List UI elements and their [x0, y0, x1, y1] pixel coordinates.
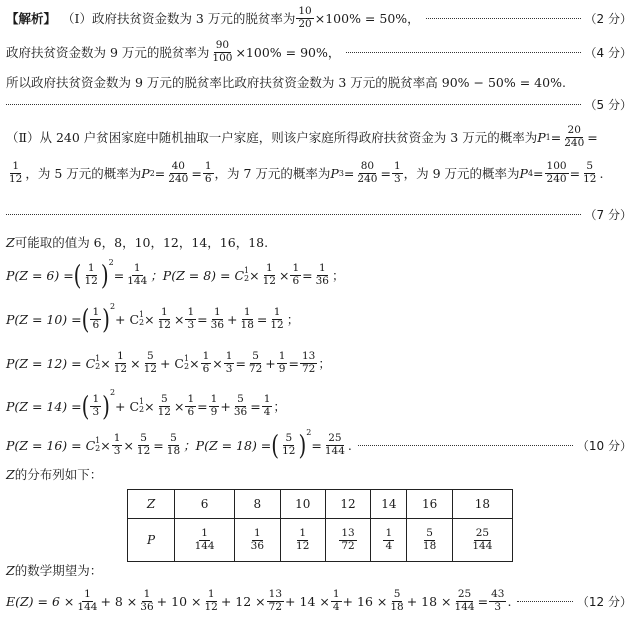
fraction: $\frac{1}{12}$ [9, 160, 23, 185]
fraction: $\frac{1}{12}$ [270, 306, 284, 331]
table-cell: $\frac{13}{72}$ [325, 519, 370, 562]
line-p6-p8: P(Z = 6) = ( $\frac{1}{12}$ ) $^2$ = $\frac{1}{144}$ ；P(Z = 8) = C 1 2 × $\frac{1}{12}$ × $\frac{1}{6}$ = $\frac{1}{36}$ ； [6, 258, 345, 292]
fraction: $\frac{5}{12}$ [583, 160, 597, 185]
fraction: $\frac{1}{4}$ [263, 393, 271, 418]
fraction: $\frac{1}{6}$ [187, 393, 195, 418]
line-part2-probs: $\frac{1}{12}$ ，为 5 万元的概率为 P 2 = $\frac{40}{240}$ = $\frac{1}{6}$ ，为 7 万元的概率为 P 3 = $\frac{80}{240}$ = $\frac{1}{3}$ ，为 9 万元的概率为 P 4 = $\frac{100}{240}$ = $\frac{5}{12}$ . [9, 160, 604, 185]
fraction: $\frac{5}{72}$ [248, 350, 263, 375]
line-expectation [6, 584, 632, 618]
text: × [174, 398, 185, 414]
prob-symbol: P [330, 165, 339, 181]
table-cell: $\frac{1}{12}$ [280, 519, 325, 562]
text: + 18 × [406, 593, 452, 609]
text: + 10 × [156, 593, 202, 609]
table-cell: 12 [325, 490, 370, 519]
text: = [197, 311, 208, 327]
paren: ( [73, 258, 82, 292]
text: 的数学期望为： [14, 563, 103, 578]
fraction: $\frac{1}{144}$ [127, 262, 148, 287]
dot-leader [6, 104, 581, 105]
table-header-p: P [128, 519, 175, 562]
text: × [249, 267, 260, 283]
table-row-z [128, 490, 513, 519]
paren: ( [271, 428, 280, 462]
score-label: （7 分） [584, 207, 632, 222]
var-z: Z [6, 466, 15, 482]
table-row-p [128, 519, 513, 562]
text: （Ⅱ）从 240 户贫困家庭中随机抽取一户家庭，则该户家庭所得政府扶贫资金为 3 万元的概率为 [6, 130, 538, 145]
fraction: $\frac{25}{144}$ [324, 432, 345, 457]
table-header-z: Z [128, 490, 175, 519]
text: ； [273, 399, 286, 414]
text: . [599, 165, 604, 181]
text: × [174, 311, 185, 327]
var-z: Z [6, 234, 15, 250]
text: + [227, 311, 238, 327]
text: . [507, 593, 512, 609]
dot-leader [426, 18, 581, 19]
fraction: $\frac{20}{240}$ [564, 124, 585, 149]
text: × [144, 311, 155, 327]
text: = [380, 165, 391, 181]
combination-indices: 1 2 [244, 266, 250, 283]
paren: ) [100, 258, 109, 292]
text: ；P(Z = 8) = C [150, 268, 245, 283]
text: ×100% = 50%， [314, 11, 420, 26]
fraction: $\frac{5}{12}$ [136, 432, 151, 457]
fraction: $\frac{1}{144}$ [77, 588, 98, 613]
combination-indices: 1 2 [184, 354, 190, 371]
text: + 14 × [285, 593, 330, 609]
var-z: Z [6, 562, 15, 578]
fraction: $\frac{25}{144}$ [454, 588, 475, 613]
fraction: $\frac{1}{12}$ [204, 588, 218, 613]
paren: ( [81, 389, 90, 423]
text: = [302, 267, 313, 283]
paren: ( [81, 302, 90, 336]
prob-symbol: P [537, 129, 546, 145]
line-part1-rate9 [6, 38, 632, 66]
table-cell: $\frac{1}{36}$ [235, 519, 280, 562]
text: 政府扶贫资金数为 9 万元的脱贫率为 [6, 45, 210, 60]
text: × [123, 437, 134, 453]
fraction: $\frac{1}{3}$ [92, 393, 100, 418]
dot-leader [6, 214, 581, 215]
fraction: $\frac{5}{36}$ [233, 393, 248, 418]
text: ； [286, 312, 300, 327]
text: = [477, 593, 489, 609]
fraction: $\frac{1}{9}$ [210, 393, 218, 418]
dot-leader [346, 52, 580, 53]
table-cell: $\frac{25}{144}$ [452, 519, 512, 562]
text: + C [115, 311, 140, 327]
text: × [130, 355, 141, 371]
text: = [113, 267, 125, 283]
text: + 8 × [100, 593, 138, 609]
text: ×100% = 90%， [235, 45, 341, 60]
text: × [100, 437, 111, 453]
fraction: $\frac{1}{36}$ [210, 306, 225, 331]
text: . [347, 437, 352, 453]
text: = [569, 165, 581, 181]
text: ，为 5 万元的概率为 [25, 166, 142, 181]
table-cell: 8 [235, 490, 280, 519]
line-p14: P(Z = 14) = ( $\frac{1}{3}$ ) $^2$ + C 1 2 × $\frac{5}{12}$ × $\frac{1}{6}$ = $\frac{1}{9}$ + $\frac{5}{36}$ = $\frac{1}{4}$ ； [6, 388, 286, 423]
fraction: $\frac{5}{12}$ [143, 350, 157, 375]
line-expectation-title [6, 560, 632, 580]
text: 所以政府扶贫资金数为 9 万元的脱贫率比政府扶贫资金数为 3 万元的脱贫率高 90% − 50% = 40%. [6, 75, 566, 90]
paren: ) [102, 389, 110, 423]
text: × [100, 355, 111, 371]
fraction: $\frac{100}{240}$ [546, 160, 567, 185]
text: = [550, 129, 562, 145]
text: = [256, 311, 268, 327]
fraction: $\frac{1}{6}$ [292, 262, 300, 287]
distribution-table [127, 489, 513, 562]
fraction: $\frac{90}{100}$ [212, 39, 233, 64]
paren: ) [298, 428, 307, 462]
text: P(Z = 6) = [6, 267, 74, 283]
fraction: $\frac{40}{240}$ [168, 160, 189, 185]
fraction: $\frac{80}{240}$ [357, 160, 378, 185]
line-part1-score [6, 94, 632, 114]
prob-symbol: P [519, 165, 528, 181]
fraction: $\frac{1}{3}$ [113, 432, 121, 457]
text: ，为 9 万元的概率为 [403, 166, 520, 181]
text: ； [332, 268, 345, 283]
fraction: $\frac{1}{6}$ [204, 160, 212, 185]
text: × [189, 355, 200, 371]
text: = [197, 398, 208, 414]
table-cell: $\frac{5}{18}$ [407, 519, 452, 562]
text: = [343, 165, 355, 181]
paren: ) [102, 302, 110, 336]
text: × [278, 267, 290, 283]
text: = [311, 437, 322, 453]
fraction: $\frac{1}{4}$ [332, 588, 340, 613]
fraction: $\frac{43}{3}$ [491, 588, 505, 613]
score-label: （2 分） [584, 11, 632, 26]
text: P(Z = 14) = [6, 398, 82, 414]
combination-indices: 1 2 [95, 436, 101, 453]
text: + C [115, 398, 140, 414]
text: + [220, 398, 231, 414]
fraction: $\frac{1}{6}$ [202, 350, 210, 375]
fraction: $\frac{1}{18}$ [240, 306, 254, 331]
score-label: （12 分） [576, 594, 632, 609]
analysis-tag: 【解析】 [6, 11, 57, 26]
fraction: $\frac{1}{36}$ [315, 262, 329, 287]
line-dist-title [6, 464, 632, 484]
fraction: $\frac{1}{3}$ [187, 306, 195, 331]
text: × [144, 398, 155, 414]
text: 的分布列如下： [14, 467, 103, 482]
text: = [587, 129, 598, 145]
fraction: $\frac{1}{12}$ [157, 306, 171, 331]
text: + [265, 355, 276, 371]
line-p16-p18: P(Z = 16) = C 1 2 × $\frac{1}{3}$ × $\frac{5}{12}$ = $\frac{5}{18}$ ；P(Z = 18) = ( $\frac{5}{12}$ ) $^2$ = $\frac{25}{144}$ . （10 分） [6, 428, 632, 462]
dot-leader [358, 445, 573, 446]
text: P(Z = 12) = C [6, 355, 96, 371]
fraction: $\frac{1}{3}$ [225, 350, 233, 375]
table-cell: 14 [371, 490, 407, 519]
prob-symbol: P [141, 165, 150, 181]
text: ； [318, 356, 331, 371]
text: = [154, 165, 166, 181]
line-part1-compare [6, 72, 632, 92]
text: = [153, 437, 164, 453]
table-cell: $\frac{1}{144}$ [175, 519, 235, 562]
fraction: $\frac{1}{9}$ [278, 350, 286, 375]
combination-indices: 1 2 [95, 354, 101, 371]
dot-leader [517, 601, 572, 602]
text: = [235, 355, 246, 371]
line-part2-score [6, 204, 632, 224]
text: ，为 7 万元的概率为 [214, 166, 331, 181]
fraction: $\frac{1}{36}$ [140, 588, 154, 613]
line-z-values [6, 232, 632, 252]
combination-indices: 1 2 [139, 397, 145, 414]
fraction: $\frac{5}{12}$ [157, 393, 171, 418]
line-p10: P(Z = 10) = ( $\frac{1}{6}$ ) $^2$ + C 1 2 × $\frac{1}{12}$ × $\frac{1}{3}$ = $\frac{1}{36}$ + $\frac{1}{18}$ = $\frac{1}{12}$ ； [6, 302, 300, 336]
text: （Ⅰ）政府扶贫资金数为 3 万元的脱贫率为 [62, 11, 296, 26]
table-cell: 16 [407, 490, 452, 519]
fraction: $\frac{1}{12}$ [262, 262, 276, 287]
fraction: $\frac{13}{72}$ [301, 350, 316, 375]
score-label: （10 分） [576, 438, 632, 453]
score-label: （5 分） [584, 97, 632, 112]
fraction: $\frac{1}{12}$ [84, 262, 98, 287]
fraction: $\frac{13}{72}$ [268, 588, 283, 613]
table-cell: $\frac{1}{4}$ [371, 519, 407, 562]
fraction: $\frac{1}{12}$ [113, 350, 128, 375]
text: = [533, 165, 544, 181]
fraction: $\frac{1}{6}$ [92, 306, 100, 331]
table-cell: 6 [175, 490, 235, 519]
score-label: （4 分） [584, 45, 632, 60]
line-part1-rate3 [6, 4, 632, 32]
text: × [212, 355, 223, 371]
line-p12 [6, 346, 632, 380]
text: P(Z = 10) = [6, 311, 82, 327]
line-part2-intro: （Ⅱ）从 240 户贫困家庭中随机抽取一户家庭，则该户家庭所得政府扶贫资金为 3 万元的概率为 P 1 = $\frac{20}{240}$ = [6, 124, 598, 149]
text: + 12 × [220, 593, 266, 609]
text: = [250, 398, 261, 414]
fraction: $\frac{5}{12}$ [282, 432, 296, 457]
text: E(Z) = 6 × [6, 593, 75, 609]
text: = [191, 165, 202, 181]
text: + 16 × [342, 593, 388, 609]
fraction: $\frac{1}{3}$ [393, 160, 401, 185]
fraction: $\frac{5}{18}$ [390, 588, 404, 613]
table-cell: 10 [280, 490, 325, 519]
text: + C [159, 355, 184, 371]
text: 可能取的值为 6，8，10，12，14，16，18. [14, 235, 269, 250]
fraction: $\frac{10}{20}$ [298, 5, 312, 30]
table-cell: 18 [452, 490, 512, 519]
text: P(Z = 16) = C [6, 437, 96, 453]
text: ；P(Z = 18) = [183, 438, 272, 453]
text: = [288, 355, 299, 371]
combination-indices: 1 2 [139, 310, 145, 327]
fraction: $\frac{5}{18}$ [166, 432, 181, 457]
